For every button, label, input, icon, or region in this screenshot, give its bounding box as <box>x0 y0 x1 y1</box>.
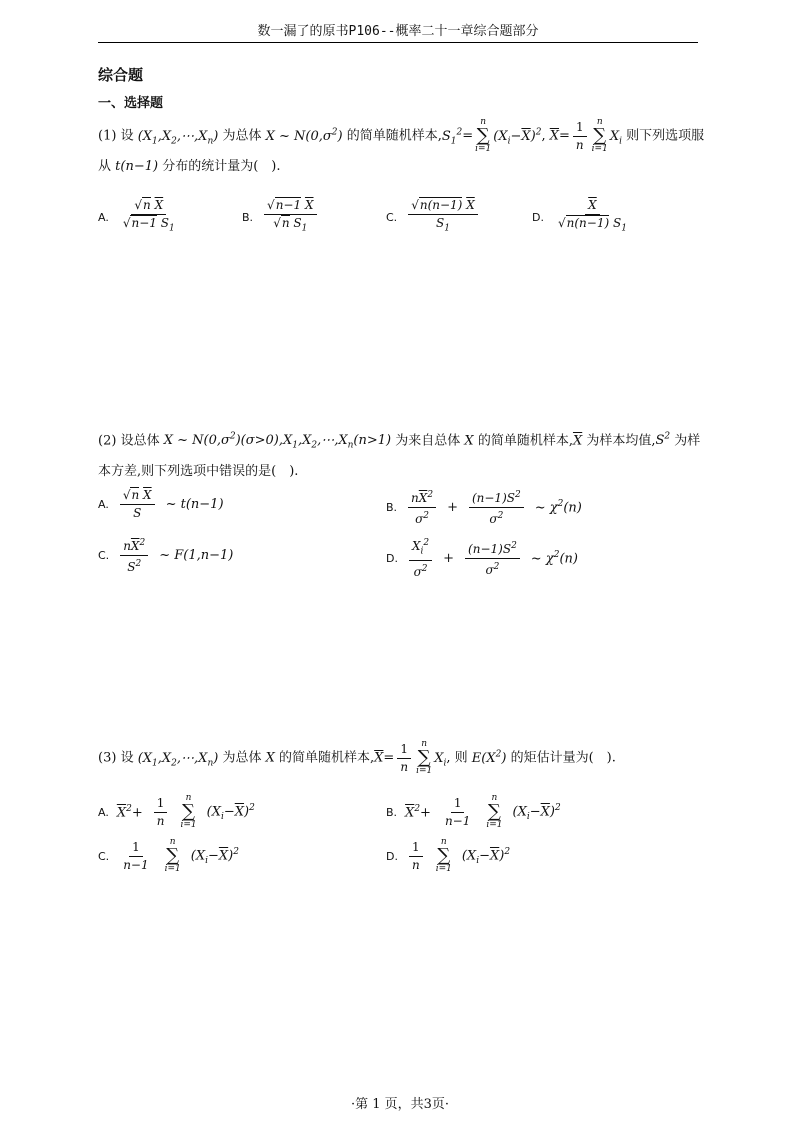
section-title: 综合题 <box>98 66 144 84</box>
q1-option-c[interactable]: C. $\frac{√n(n-1) \overline{X}}{S_1}$ <box>386 198 481 236</box>
q3-option-b[interactable]: B. $\overline{X}^2+$ $\frac{1}{n-1}$ n ∑ i=1 $(X_i-\overline{X})^2$ <box>386 793 561 830</box>
question-1: (1) 设 $(X_1,X_2,\cdots,X_n)$ 为总体 X ~ $N(0,\sigma^2)$ 的简单随机样本$,S_1^2=$ n ∑ i=1 $(X_i-\overline{X})^2$, $\overline{X}=$ $\frac{1}{n}$ n ∑ i=1 $X_i$ 则下列选项服从 t(n−1) 分布的统计量为( ). <box>98 117 705 175</box>
q3-option-d[interactable]: D. $\frac{1}{n}$ n ∑ i=1 $(X_i-\overline{X})^2$ <box>386 837 511 874</box>
q1-option-d[interactable]: D. $\frac{\overline{X}}{√n(n-1) S_1}$ <box>532 198 627 234</box>
subsection-title: 一、选择题 <box>98 96 164 111</box>
q2-option-b[interactable]: B. $\frac{n\overline{X}^2}{\sigma^2}$ + $\frac{(n-1)S^2}{\sigma^2}$ ~ $\chi^2(n)$ <box>386 490 582 526</box>
q3-option-a[interactable]: A. $\overline{X}^2+$ $\frac{1}{n}$ n ∑ i=1 $(X_i-\overline{X})^2$ <box>98 793 255 830</box>
q3-option-c[interactable]: C. $\frac{1}{n-1}$ n ∑ i=1 $(X_i-\overline{X})^2$ <box>98 837 239 874</box>
question-2: (2) 设总体 X ~ $N(0,\sigma^2)(\sigma>0),X_1,X_2,\cdots,X_n(n>1)$ 为来自总体 X 的简单随机样本$,\overline{X}$ 为样本均值$,S^2$ 为样本方差,则下列选项中错误的是( ). <box>98 432 701 479</box>
q2-option-d[interactable]: D. $\frac{X_i^2}{\sigma^2}$ + $\frac{(n-1)S^2}{\sigma^2}$ ~ $\chi^2(n)$ <box>386 538 578 580</box>
q2-option-c[interactable]: C. $\frac{n\overline{X}^2}{S^2}$ ~ F(1,n−1) <box>98 538 234 574</box>
q1-option-b[interactable]: B. $\frac{√n-1 \overline{X}}{√n S_1}$ <box>242 198 320 236</box>
question-3: (3) 设 $(X_1,X_2,\cdots,X_n)$ 为总体 X 的简单随机样本$,\overline{X}=$ $\frac{1}{n}$ n ∑ i=1 $X_i$, 则 $E(X^2)$ 的矩估计量为( ). <box>98 739 616 776</box>
page-header: 数一漏了的原书P106--概率二十一章综合题部分 <box>98 20 698 43</box>
page-footer: ·第 1 页，共3页· <box>350 1097 450 1112</box>
q1-option-a[interactable]: A. $\frac{√n \overline{X}}{√n-1 S_1}$ <box>98 198 175 234</box>
q2-option-a[interactable]: A. $\frac{√n \overline{X}}{S}$ ~ t(n−1) <box>98 488 224 520</box>
